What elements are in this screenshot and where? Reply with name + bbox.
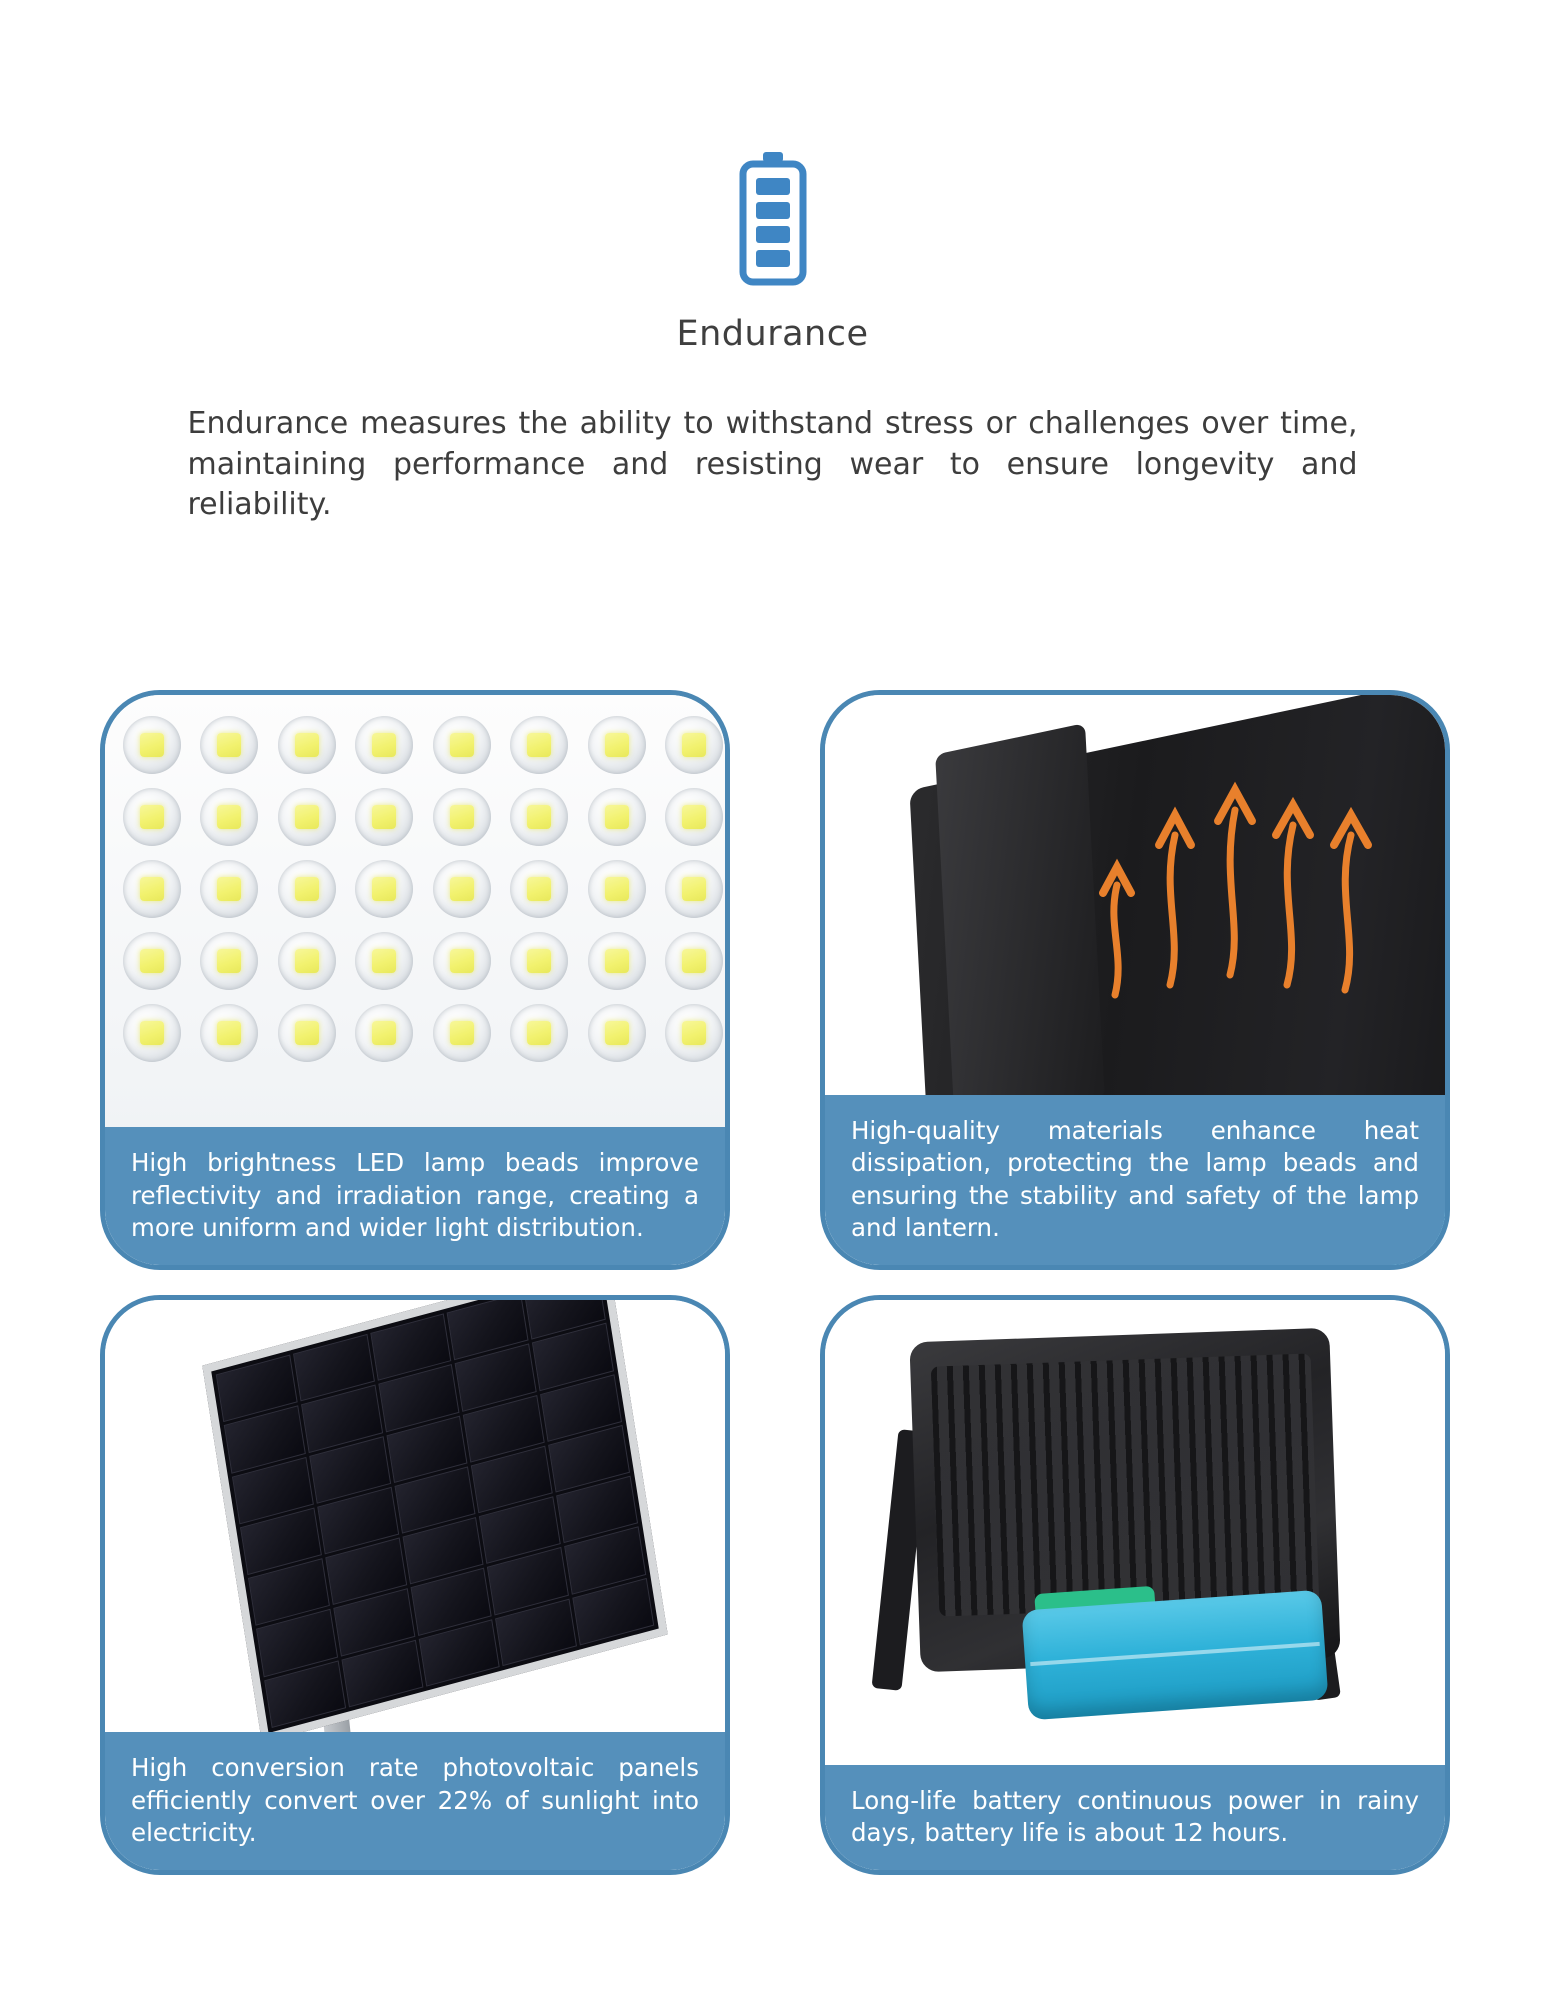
- card-caption: High-quality materials enhance heat dissipation, protecting the lamp beads and ensuring the stability and safety of the lamp and lantern.: [823, 1095, 1447, 1267]
- feature-card-led-beads: [100, 690, 730, 1270]
- card-caption: Long-life battery continuous power in rainy days, battery life is about 12 hours.: [823, 1765, 1447, 1872]
- card-caption: High conversion rate photovoltaic panels efficiently convert over 22% of sunlight into electricity.: [103, 1732, 727, 1872]
- feature-card-solar-panel: [100, 1295, 730, 1875]
- page-title: Endurance: [676, 314, 869, 354]
- page-header: [0, 0, 1545, 354]
- feature-card-battery-life: [820, 1295, 1450, 1875]
- battery-icon: [0, 150, 1545, 294]
- feature-card-heat-dissipation: [820, 690, 1450, 1270]
- card-caption: High brightness LED lamp beads improve reflectivity and irradiation range, creating a more uniform and wider light distribution.: [103, 1127, 727, 1267]
- intro-paragraph: Endurance measures the ability to withstand stress or challenges over time, maintaining performance and resisting wear to ensure longevity and reliability.: [187, 406, 1358, 522]
- feature-card-grid: [100, 690, 1450, 1875]
